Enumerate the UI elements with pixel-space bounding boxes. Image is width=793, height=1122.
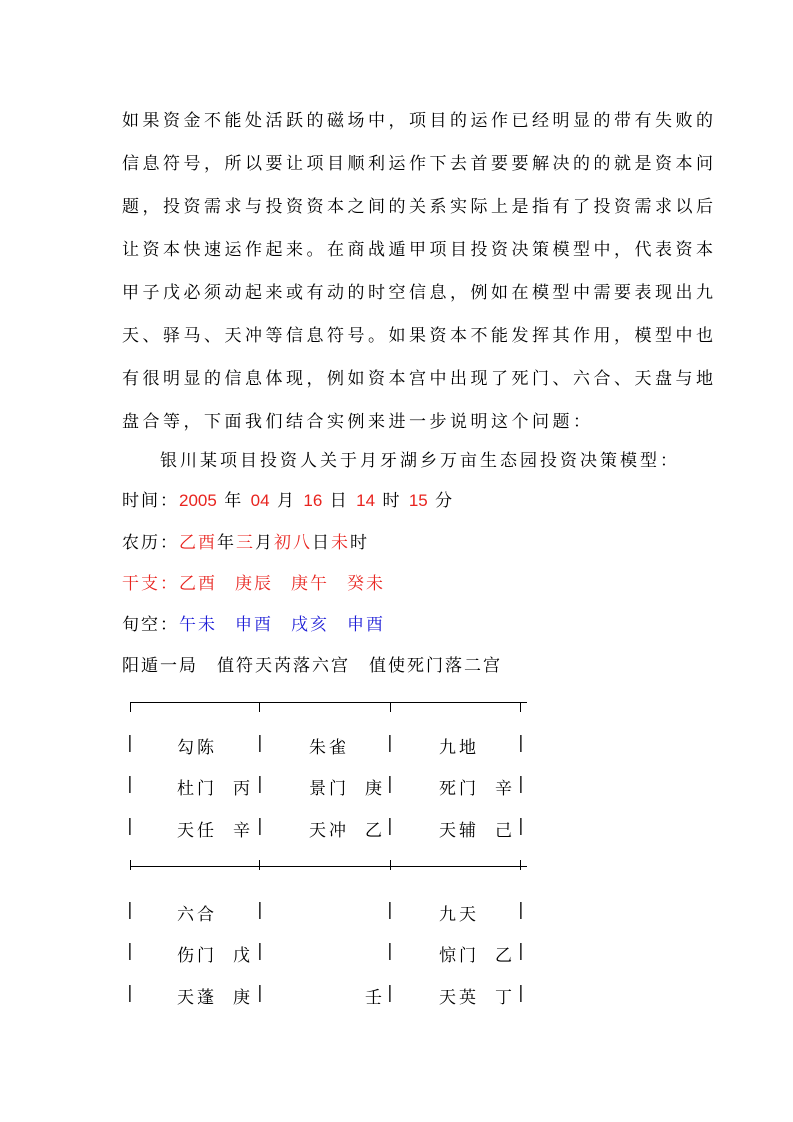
palace-1-star-stem: 辛 bbox=[233, 821, 253, 841]
palace-6-star: 天英 bbox=[439, 988, 479, 1008]
grid-tick bbox=[259, 702, 260, 712]
paragraph-line-2: 信息符号，所以要让项目顺利运作下去首要要解决的的就是资本问 bbox=[122, 154, 717, 174]
xunkong-line bbox=[122, 610, 385, 635]
palace-3-door-stem: 辛 bbox=[495, 779, 515, 799]
palace-1-door-stem: 丙 bbox=[233, 779, 253, 799]
lunar-label: 农历： bbox=[122, 533, 179, 553]
grid-bar: | bbox=[127, 941, 133, 961]
ju-line: 阳遁一局 值符天芮落六宫 值使死门落二宫 bbox=[122, 656, 502, 676]
xunkong-hour: 申酉 bbox=[347, 615, 385, 635]
grid-tick bbox=[130, 860, 131, 870]
grid-bar: | bbox=[257, 941, 263, 961]
grid-tick bbox=[520, 702, 521, 712]
time-hour: 14 bbox=[356, 491, 376, 510]
paragraph-line-4: 让资本快速运作起来。在商战遁甲项目投资决策模型中，代表资本 bbox=[122, 240, 717, 260]
grid-bar: | bbox=[127, 983, 133, 1003]
grid-tick bbox=[259, 860, 260, 870]
palace-3-star: 天辅 bbox=[439, 821, 479, 841]
grid-bar: | bbox=[127, 816, 133, 836]
time-line bbox=[122, 486, 454, 511]
palace-2-door: 景门 bbox=[309, 779, 349, 799]
time-day: 16 bbox=[303, 491, 323, 510]
grid-bar: | bbox=[387, 941, 393, 961]
palace-3-door: 死门 bbox=[439, 779, 479, 799]
paragraph-line-7: 有很明显的信息体现，例如资本宫中出现了死门、六合、天盘与地 bbox=[122, 369, 717, 389]
paragraph-line-3: 题，投资需求与投资资本之间的关系实际上是指有了投资需求以后 bbox=[122, 197, 717, 217]
xunkong-day: 戌亥 bbox=[291, 615, 329, 635]
palace-6-door: 惊门 bbox=[439, 946, 479, 966]
ganzhi-day: 庚午 bbox=[291, 574, 329, 594]
lunar-hour: 未 bbox=[331, 533, 350, 553]
time-month-unit: 月 bbox=[276, 491, 296, 511]
time-minute-unit: 分 bbox=[435, 491, 455, 511]
paragraph-line-6: 天、驿马、天冲等信息符号。如果资本不能发挥其作用，模型中也 bbox=[122, 326, 717, 346]
time-hour-unit: 时 bbox=[382, 491, 402, 511]
ganzhi-hour: 癸未 bbox=[347, 574, 385, 594]
time-minute: 15 bbox=[408, 491, 428, 510]
palace-2-god: 朱雀 bbox=[309, 738, 349, 758]
palace-4-star: 天蓬 bbox=[177, 988, 217, 1008]
time-year-unit: 年 bbox=[224, 491, 244, 511]
grid-top-border bbox=[130, 702, 527, 703]
grid-tick bbox=[390, 702, 391, 712]
grid-bar: | bbox=[257, 774, 263, 794]
grid-bar: | bbox=[387, 900, 393, 920]
lunar-hour-unit: 时 bbox=[350, 533, 369, 553]
palace-2-star: 天冲 bbox=[309, 821, 349, 841]
palace-6-god: 九天 bbox=[439, 905, 479, 925]
grid-bar: | bbox=[127, 774, 133, 794]
palace-1-god: 勾陈 bbox=[177, 738, 217, 758]
lunar-month: 三 bbox=[236, 533, 255, 553]
xunkong-year: 午未 bbox=[179, 615, 217, 635]
lunar-day-unit: 日 bbox=[312, 533, 331, 553]
lunar-year-unit: 年 bbox=[217, 533, 236, 553]
lunar-month-unit: 月 bbox=[255, 533, 274, 553]
grid-tick bbox=[390, 860, 391, 870]
palace-1-star: 天任 bbox=[177, 821, 217, 841]
palace-4-door-stem: 戊 bbox=[233, 946, 253, 966]
grid-bar: | bbox=[518, 816, 524, 836]
grid-bar: | bbox=[387, 816, 393, 836]
palace-6-door-stem: 乙 bbox=[495, 946, 515, 966]
grid-bar: | bbox=[518, 900, 524, 920]
grid-tick bbox=[130, 702, 131, 712]
grid-bar: | bbox=[518, 941, 524, 961]
time-day-unit: 日 bbox=[329, 491, 349, 511]
grid-bar: | bbox=[257, 900, 263, 920]
xunkong-month: 申酉 bbox=[235, 615, 273, 635]
grid-bar: | bbox=[127, 733, 133, 753]
example-intro: 银川某项目投资人关于月牙湖乡万亩生态园投资决策模型： bbox=[160, 451, 680, 471]
grid-tick bbox=[520, 860, 521, 870]
grid-bar: | bbox=[518, 733, 524, 753]
palace-5-star-stem: 壬 bbox=[365, 988, 385, 1008]
ganzhi-line bbox=[122, 569, 385, 594]
grid-middle-border bbox=[130, 866, 527, 867]
paragraph-line-1: 如果资金不能处活跃的磁场中，项目的运作已经明显的带有失败的 bbox=[122, 111, 717, 131]
grid-bar: | bbox=[387, 733, 393, 753]
palace-2-door-stem: 庚 bbox=[365, 779, 385, 799]
lunar-line bbox=[122, 528, 369, 553]
palace-1-door: 杜门 bbox=[177, 779, 217, 799]
lunar-year: 乙酉 bbox=[179, 533, 217, 553]
palace-6-star-stem: 丁 bbox=[495, 988, 515, 1008]
time-year: 2005 bbox=[179, 491, 217, 510]
grid-bar: | bbox=[518, 983, 524, 1003]
xunkong-label: 旬空： bbox=[122, 615, 179, 635]
palace-3-star-stem: 己 bbox=[495, 821, 515, 841]
palace-3-god: 九地 bbox=[439, 738, 479, 758]
grid-bar: | bbox=[387, 983, 393, 1003]
grid-bar: | bbox=[127, 900, 133, 920]
ganzhi-month: 庚辰 bbox=[235, 574, 273, 594]
time-label: 时间： bbox=[122, 491, 179, 511]
palace-4-door: 伤门 bbox=[177, 946, 217, 966]
paragraph-line-5: 甲子戊必须动起来或有动的时空信息，例如在模型中需要表现出九 bbox=[122, 283, 717, 303]
palace-4-star-stem: 庚 bbox=[233, 988, 253, 1008]
grid-bar: | bbox=[257, 816, 263, 836]
grid-bar: | bbox=[257, 983, 263, 1003]
grid-bar: | bbox=[387, 774, 393, 794]
grid-bar: | bbox=[518, 774, 524, 794]
palace-4-god: 六合 bbox=[177, 905, 217, 925]
palace-2-star-stem: 乙 bbox=[365, 821, 385, 841]
ganzhi-year: 乙酉 bbox=[179, 574, 217, 594]
time-month: 04 bbox=[250, 491, 270, 510]
lunar-day: 初八 bbox=[274, 533, 312, 553]
palace-grid bbox=[122, 692, 532, 1012]
paragraph-line-8: 盘合等，下面我们结合实例来进一步说明这个问题： bbox=[122, 412, 594, 432]
grid-bar: | bbox=[257, 733, 263, 753]
ganzhi-label: 干支： bbox=[122, 574, 179, 594]
